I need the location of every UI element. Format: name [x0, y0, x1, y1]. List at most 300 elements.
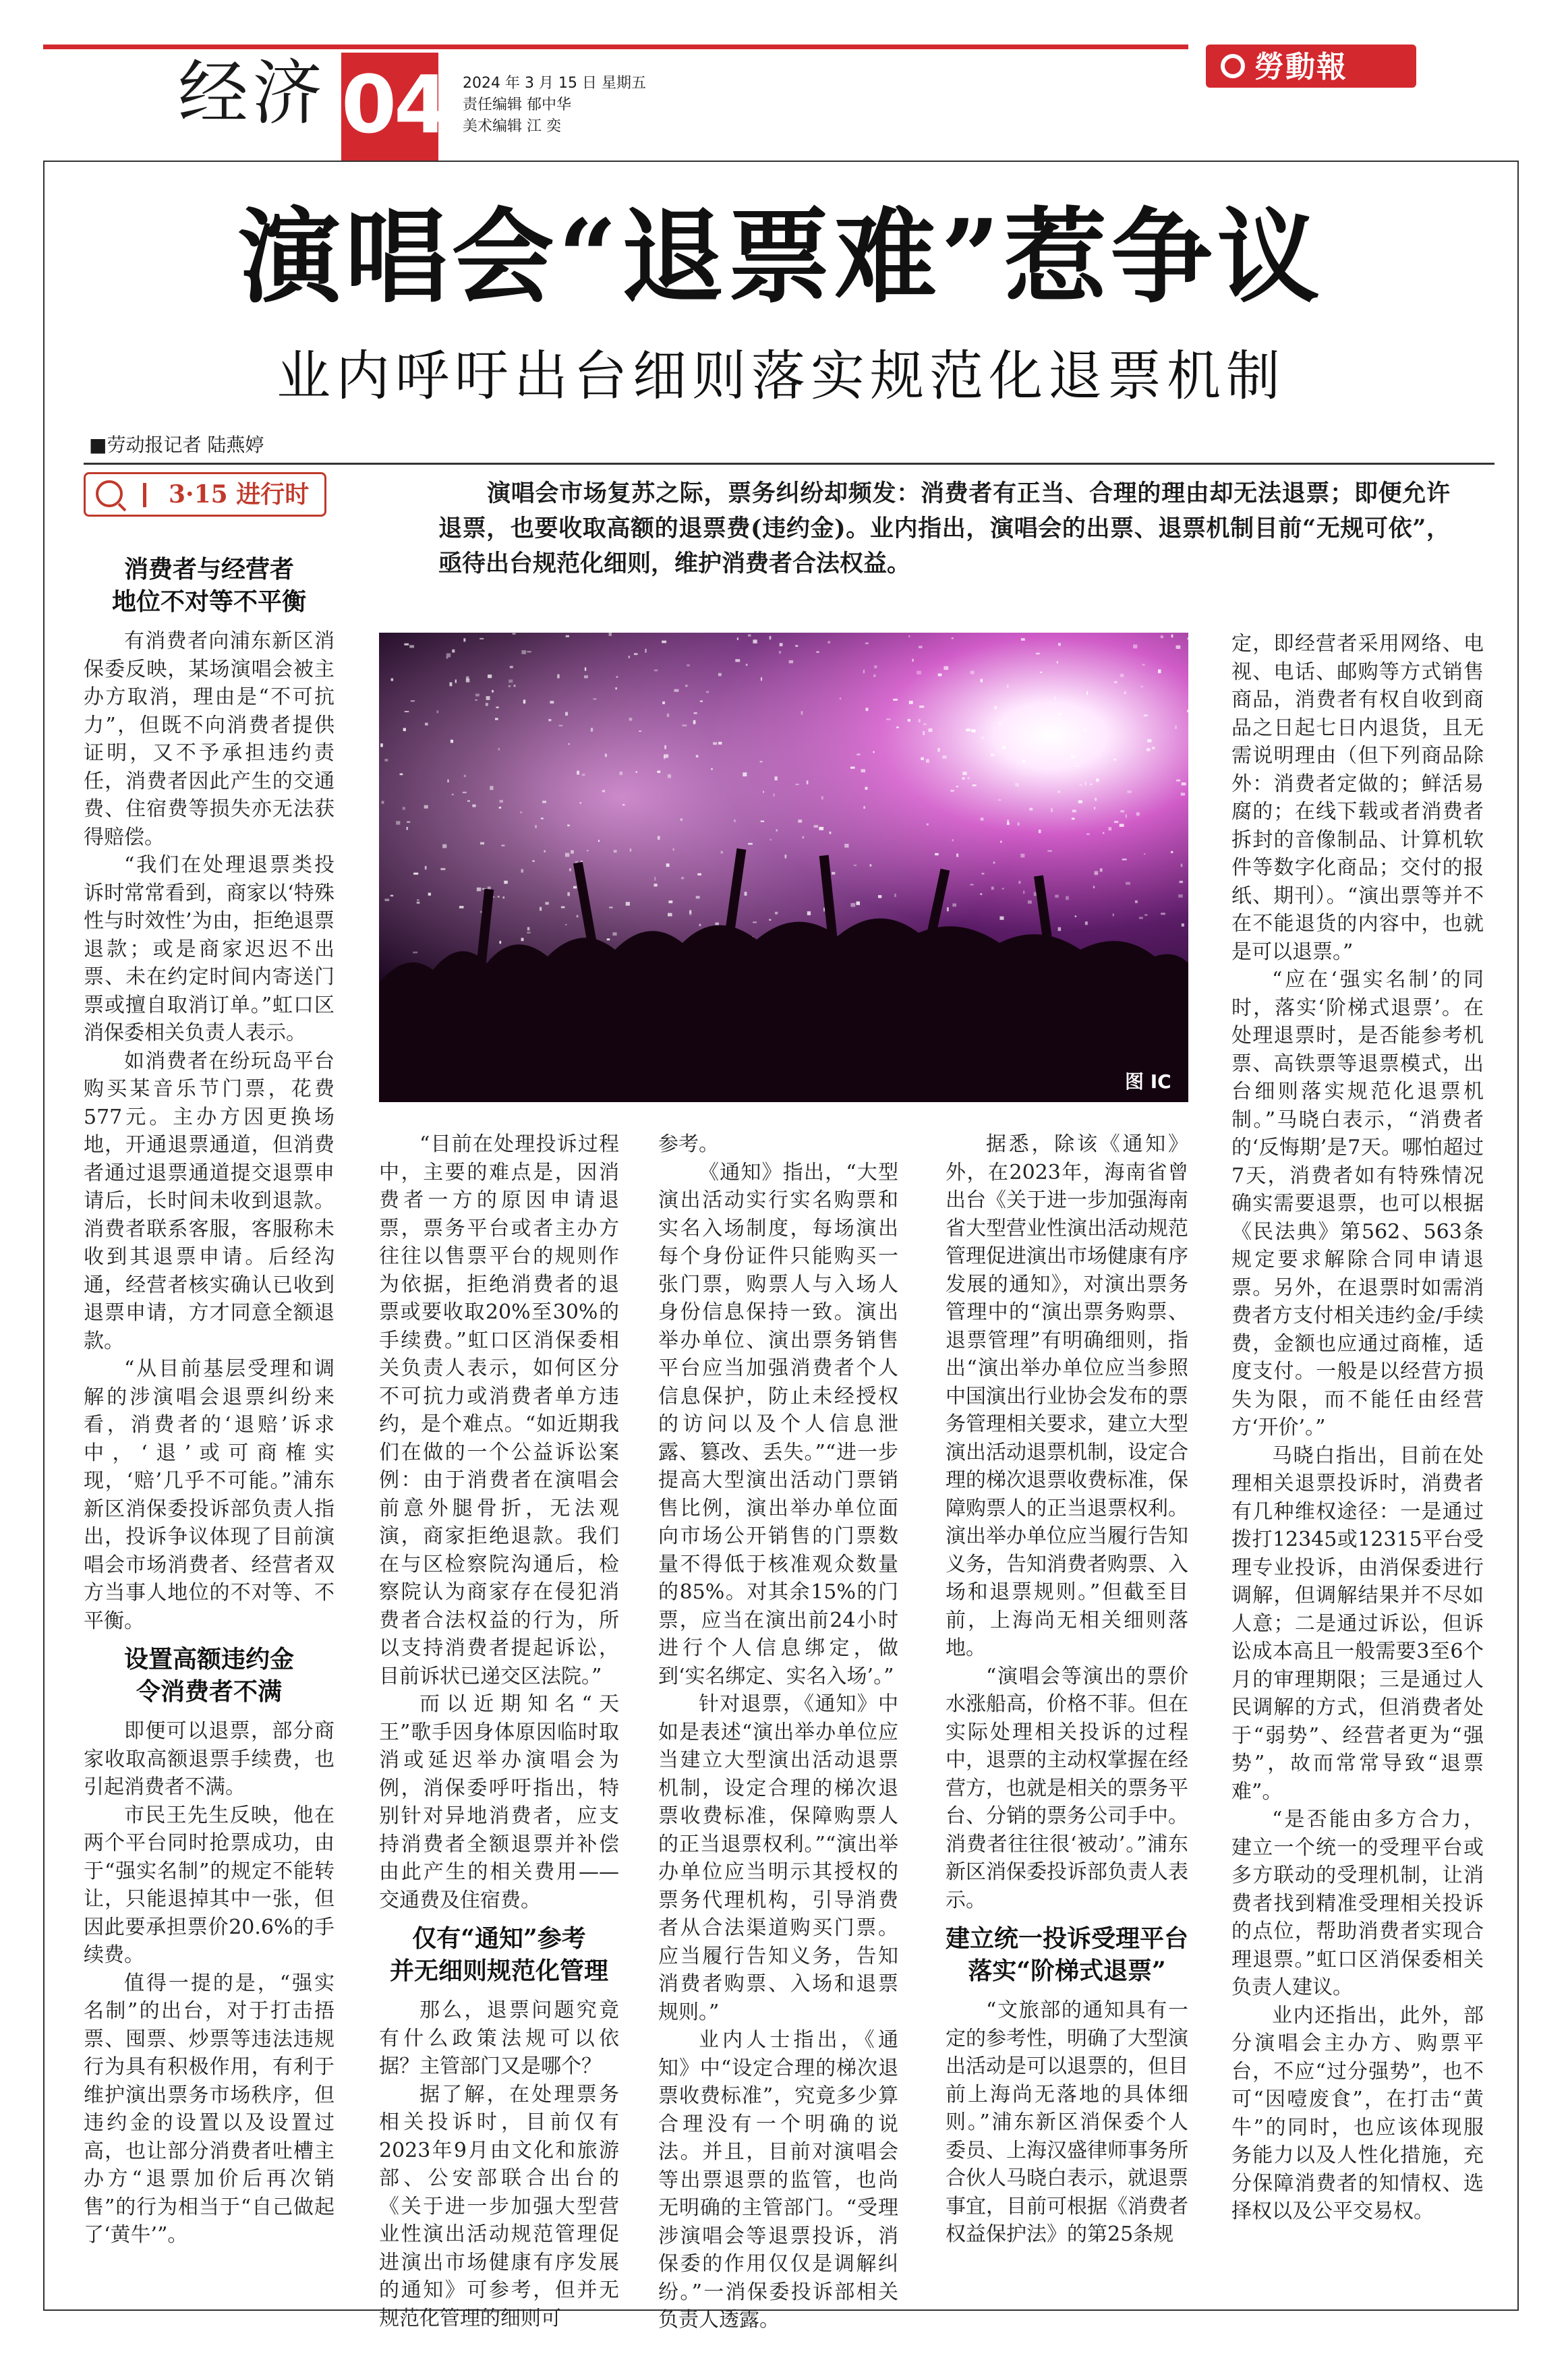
- confetti-piece: [567, 825, 570, 827]
- confetti-piece: [550, 701, 554, 703]
- confetti-piece: [682, 724, 687, 726]
- confetti-piece: [411, 700, 415, 701]
- confetti-piece: [685, 685, 688, 687]
- confetti-piece: [446, 654, 451, 658]
- confetti-piece: [1015, 783, 1019, 786]
- confetti-piece: [687, 664, 690, 666]
- confetti-piece: [753, 921, 757, 923]
- confetti-piece: [819, 827, 823, 830]
- confetti-piece: [1135, 900, 1138, 903]
- confetti-piece: [1124, 691, 1126, 694]
- confetti-piece: [480, 638, 484, 639]
- confetti-piece: [561, 907, 565, 909]
- confetti-piece: [970, 670, 975, 674]
- confetti-piece: [503, 896, 505, 898]
- confetti-piece: [1171, 851, 1173, 853]
- confetti-piece: [615, 687, 617, 689]
- confetti-piece: [1062, 730, 1064, 732]
- confetti-piece: [942, 755, 946, 759]
- confetti-piece: [1109, 827, 1112, 830]
- confetti-piece: [1146, 748, 1151, 751]
- confetti-piece: [598, 840, 600, 842]
- confetti-piece: [523, 699, 525, 703]
- confetti-piece: [734, 820, 736, 822]
- confetti-piece: [999, 917, 1004, 920]
- confetti-piece: [577, 915, 579, 917]
- confetti-piece: [658, 836, 660, 840]
- confetti-piece: [385, 898, 390, 901]
- confetti-piece: [1175, 726, 1176, 729]
- confetti-piece: [909, 701, 913, 704]
- confetti-piece: [878, 895, 881, 898]
- confetti-piece: [999, 722, 1003, 725]
- confetti-piece: [541, 817, 544, 819]
- confetti-piece: [789, 660, 793, 663]
- confetti-piece: [452, 650, 455, 653]
- confetti-piece: [668, 913, 672, 917]
- confetti-piece: [716, 923, 720, 925]
- confetti-piece: [404, 643, 409, 645]
- confetti-piece: [488, 674, 492, 678]
- confetti-piece: [639, 730, 641, 732]
- confetti-piece: [510, 666, 513, 668]
- confetti-piece: [546, 902, 549, 904]
- confetti-piece: [475, 699, 477, 701]
- confetti-piece: [667, 714, 670, 717]
- confetti-piece: [745, 892, 747, 896]
- confetti-piece: [571, 851, 574, 854]
- confetti-piece: [1072, 810, 1076, 813]
- confetti-piece: [486, 703, 488, 706]
- confetti-piece: [1095, 798, 1097, 801]
- subhead-4: 建立统一投诉受理平台 落实“阶梯式退票”: [946, 1924, 1189, 1985]
- confetti-piece: [1113, 759, 1116, 760]
- confetti-piece: [1133, 645, 1137, 649]
- confetti-piece: [1029, 808, 1033, 811]
- confetti-piece: [856, 902, 861, 905]
- paragraph: 业内还指出，此外，部分演唱会主办方、购票平台，不应“过分强势”，也不可“因噎废食”，在打击“黄牛”的同时，也应该体现服务能力以及人性化措施，充分保障消费者的知情权、选择权以及公平交易权。: [1231, 2003, 1484, 2223]
- search-icon: [96, 480, 123, 507]
- confetti-piece: [937, 748, 940, 752]
- confetti-piece: [440, 868, 445, 870]
- confetti-piece: [1085, 782, 1086, 785]
- confetti-piece: [993, 862, 995, 864]
- confetti-piece: [1072, 735, 1074, 739]
- confetti-piece: [832, 872, 835, 875]
- confetti-piece: [1086, 691, 1088, 695]
- confetti-piece: [952, 903, 956, 907]
- confetti-piece: [919, 646, 923, 649]
- confetti-piece: [602, 790, 606, 792]
- confetti-piece: [1071, 755, 1076, 759]
- confetti-piece: [495, 718, 498, 720]
- confetti-piece: [886, 718, 890, 720]
- confetti-piece: [952, 637, 954, 639]
- confetti-piece: [1096, 778, 1099, 782]
- confetti-piece: [1024, 734, 1026, 735]
- confetti-piece: [998, 799, 1001, 801]
- confetti-piece: [1086, 834, 1090, 835]
- subhead-2: 设置高额违约金 令消费者不满: [123, 1645, 294, 1706]
- confetti-piece: [664, 745, 666, 749]
- byline: ■劳动报记者 陆燕婷: [89, 434, 264, 456]
- confetti-piece: [654, 877, 656, 881]
- confetti-piece: [694, 712, 697, 714]
- confetti-piece: [407, 822, 410, 823]
- confetti-piece: [801, 711, 803, 715]
- confetti-piece: [760, 761, 763, 763]
- confetti-piece: [921, 757, 924, 760]
- confetti-piece: [413, 873, 418, 875]
- paragraph: 据了解，在处理票务相关投诉时，目前仅有2023年9月由文化和旅游部、公安部联合出台的《关于进一步加强大型营业性演出活动规范管理促进演出市场健康有序发展的通知》可参考，但并无规范化管理的细则可: [379, 2082, 619, 2330]
- confetti-piece: [748, 843, 753, 845]
- confetti-piece: [492, 690, 494, 693]
- paragraph: 马晓白指出，目前在处理相关退票投诉时，消费者有几种维权途径：一是通过拨打12345或12315平台受理专业投诉，由消保委进行调解，但调解结果并不尽如人意；二是通过诉讼，但诉讼成本高且一般需要3至6个月的审理期限；三是通过人民调解的方式，但消费者处于“弱势”、经营者更为“强势”，故而常常导致“退票难”。: [1231, 1443, 1484, 1804]
- confetti-piece: [938, 674, 942, 677]
- confetti-piece: [400, 774, 403, 776]
- confetti-piece: [982, 873, 985, 875]
- confetti-piece: [612, 932, 616, 936]
- paragraph: 即便可以退票，部分商家收取高额退票手续费，也引起消费者不满。: [84, 1719, 335, 1799]
- confetti-piece: [1161, 913, 1165, 915]
- section-name: 经济: [178, 52, 327, 134]
- confetti-piece: [520, 811, 522, 813]
- confetti-piece: [540, 907, 542, 911]
- confetti-piece: [950, 790, 954, 792]
- confetti-piece: [521, 869, 524, 873]
- confetti-piece: [1021, 638, 1025, 641]
- confetti-piece: [807, 911, 811, 915]
- confetti-piece: [630, 849, 631, 852]
- page-number: 04: [341, 58, 447, 151]
- confetti-piece: [1018, 822, 1020, 826]
- confetti-piece: [874, 666, 877, 668]
- confetti-piece: [672, 849, 674, 851]
- confetti-piece: [607, 938, 610, 940]
- confetti-piece: [406, 827, 408, 830]
- confetti-piece: [706, 691, 709, 693]
- confetti-piece: [409, 645, 414, 648]
- confetti-piece: [850, 767, 855, 769]
- confetti-piece: [769, 919, 771, 921]
- confetti-piece: [490, 786, 493, 790]
- confetti-piece: [450, 683, 453, 687]
- confetti-piece: [521, 938, 524, 942]
- confetti-piece: [382, 801, 384, 803]
- confetti-piece: [943, 666, 948, 670]
- confetti-piece: [391, 679, 394, 681]
- confetti-piece: [770, 636, 772, 639]
- confetti-piece: [1057, 661, 1058, 663]
- confetti-piece: [451, 740, 453, 743]
- confetti-piece: [1002, 746, 1006, 749]
- confetti-piece: [498, 896, 500, 897]
- confetti-piece: [513, 633, 516, 635]
- confetti-piece: [746, 664, 748, 666]
- confetti-piece: [697, 873, 701, 875]
- confetti-piece: [1036, 653, 1040, 655]
- confetti-piece: [559, 725, 563, 726]
- confetti-piece: [1120, 824, 1124, 827]
- paper-logo-icon: [1221, 54, 1245, 78]
- confetti-piece: [459, 906, 464, 909]
- confetti-piece: [580, 802, 581, 804]
- confetti-piece: [1103, 832, 1104, 834]
- confetti-piece: [1018, 881, 1020, 884]
- confetti-piece: [396, 821, 400, 824]
- confetti-piece: [919, 719, 921, 722]
- confetti-piece: [844, 844, 848, 848]
- confetti-piece: [569, 868, 571, 871]
- paragraph: 针对退票，《通知》中如是表述“演出举办单位应当建立大型演出活动退票机制，设定合理的梯次退票收费标准，保障购票人的正当退票权利。”“演出举办单位应当明示其授权的票务代理机构，引导消费者从合法渠道购买门票。应当履行告知义务，告知消费者购票、入场和退票规则。”: [658, 1692, 898, 2024]
- column-1: [84, 545, 335, 2249]
- confetti-piece: [828, 641, 831, 643]
- headline: 演唱会“退票难”惹争议: [238, 196, 1324, 317]
- confetti-piece: [1047, 851, 1052, 852]
- confetti-piece: [923, 731, 925, 735]
- confetti-piece: [761, 677, 762, 681]
- confetti-piece: [854, 865, 857, 866]
- confetti-piece: [567, 892, 570, 896]
- confetti-piece: [1051, 808, 1053, 812]
- confetti-piece: [1007, 685, 1009, 688]
- confetti-piece: [748, 635, 751, 637]
- confetti-piece: [436, 710, 438, 713]
- confetti-piece: [991, 887, 994, 890]
- confetti-piece: [865, 643, 869, 645]
- confetti-piece: [566, 635, 569, 637]
- confetti-piece: [1142, 664, 1145, 666]
- confetti-piece: [919, 706, 924, 708]
- confetti-piece: [693, 720, 696, 724]
- confetti-piece: [1054, 696, 1056, 699]
- confetti-piece: [1180, 881, 1183, 883]
- confetti-piece: [780, 643, 783, 646]
- confetti-piece: [1058, 927, 1062, 931]
- confetti-piece: [664, 754, 668, 757]
- confetti-piece: [711, 768, 713, 770]
- confetti-piece: [568, 743, 570, 745]
- confetti-piece: [856, 753, 860, 755]
- paragraph: 参考。: [658, 1132, 719, 1156]
- paragraph: “文旅部的通知具有一定的参考性，明确了大型演出活动是可以退票的，但目前上海尚无落地的具体细则。”浦东新区消保委个人委员、上海汉盛律师事务所合伙人马晓白表示，就退票事宜，目前可根据《消费者权益保护法》的第25条规: [946, 1999, 1188, 2246]
- confetti-piece: [557, 674, 559, 679]
- subhead-1: 消费者与经营者 地位不对等不平衡: [111, 555, 306, 616]
- confetti-piece: [1181, 864, 1183, 867]
- confetti-piece: [544, 851, 546, 853]
- confetti-piece: [696, 755, 699, 757]
- confetti-piece: [896, 726, 899, 728]
- confetti-piece: [500, 800, 503, 803]
- paragraph: 业内人士指出，《通知》中“设定合理的梯次退票收费标准”，究竟多少算合理没有一个明确的说法。并且，目前对演唱会等出票退票的监管，也尚无明确的主管部门。“受理涉演唱会等退票投诉，消保委的作用仅仅是调解纠纷。”一消保委投诉部相关负责人透露。: [658, 2028, 898, 2332]
- confetti-piece: [428, 893, 431, 896]
- confetti-piece: [873, 751, 875, 753]
- confetti-piece: [573, 886, 577, 889]
- confetti-piece: [680, 818, 683, 821]
- paragraph: 据悉，除该《通知》外，在2023年，海南省曾出台《关于进一步加强海南省大型营业性演出活动规范管理促进演出市场健康有序发展的通知》，对演出票务管理中的“演出票务购票、退票管理”有明确细则，指出“演出举办单位应当参照中国演出行业协会发布的票务管理相关要求，建立大型演出活动退票机制，设定合理的梯次退票收费标准，保障购票人的正当退票权利。演出举办单位应当履行告知义务，告知消费者购票、入场和退票规则。”但截至目前，上海尚无相关细则落地。: [946, 1132, 1188, 1660]
- confetti-piece: [1144, 853, 1145, 855]
- confetti-piece: [774, 793, 775, 797]
- confetti-piece: [696, 896, 700, 898]
- paragraph: 那么，退票问题究竟有什么政策法规可以依据？主管部门又是哪个？: [379, 1999, 619, 2078]
- confetti-piece: [761, 821, 764, 822]
- confetti-piece: [654, 884, 658, 886]
- confetti-piece: [861, 769, 866, 772]
- confetti-piece: [1182, 923, 1184, 927]
- issue-editor: 责任编辑 郁中华: [463, 96, 571, 113]
- confetti-piece: [981, 737, 984, 739]
- confetti-piece: [1039, 830, 1041, 833]
- confetti-piece: [1091, 784, 1092, 785]
- confetti-piece: [956, 786, 958, 787]
- confetti-piece: [591, 728, 593, 732]
- confetti-piece: [480, 842, 484, 845]
- confetti-piece: [956, 853, 958, 857]
- confetti-piece: [463, 792, 467, 793]
- confetti-piece: [735, 659, 740, 662]
- confetti-piece: [548, 719, 551, 721]
- confetti-piece: [380, 743, 383, 747]
- paragraph: “从目前基层受理和调解的涉演唱会退票纠纷来看，消费者的‘退赔’诉求中，‘退’或可商榷实现，‘赔’几乎不可能。”浦东新区消保委投诉部负责人指出，投诉争议体现了目前演唱会市场消费者、经营者双方当事人地位的不对等、不平衡。: [84, 1357, 335, 1633]
- confetti-piece: [873, 674, 875, 677]
- confetti-piece: [593, 698, 596, 699]
- confetti-piece: [1114, 821, 1118, 823]
- confetti-piece: [620, 772, 622, 775]
- confetti-piece: [926, 759, 929, 762]
- confetti-piece: [865, 787, 868, 790]
- confetti-piece: [850, 903, 855, 907]
- confetti-piece: [1113, 913, 1114, 916]
- paragraph: “应在‘强实名制’的同时，落实‘阶梯式退票’。在处理退票时，是否能参考机票、高铁票等退票模式，出台细则落实规范化退票机制。”马晓白表示，“消费者的‘反悔期’是7天。哪怕超过7天，消费者如有特殊情况确实需要退票，也可以根据《民法典》第562、563条规定要求解除合同申请退票。另外，在退票时如需消费者方支付相关违约金/手续费，金额也应通过商榷，适度支付。一般是以经营方损失为限，而不能任由经营方‘开价’。”: [1231, 968, 1484, 1439]
- confetti-piece: [1128, 791, 1132, 793]
- confetti-piece: [700, 701, 703, 702]
- confetti-piece: [1176, 645, 1181, 649]
- confetti-piece: [830, 832, 832, 834]
- issue-art-editor: 美术编辑 江 奕: [463, 118, 561, 135]
- confetti-piece: [1007, 820, 1009, 822]
- confetti-piece: [863, 806, 865, 809]
- confetti-piece: [870, 864, 872, 866]
- confetti-piece: [1028, 900, 1032, 904]
- confetti-piece: [565, 853, 569, 857]
- subhead-3: 仅有“通知”参考 并无细则规范化管理: [389, 1924, 608, 1985]
- confetti-piece: [532, 860, 534, 861]
- confetti-piece: [770, 839, 772, 840]
- confetti-piece: [971, 729, 976, 732]
- confetti-piece: [962, 772, 966, 775]
- confetti-piece: [681, 877, 684, 879]
- confetti-piece: [417, 902, 420, 904]
- confetti-piece: [1093, 886, 1095, 888]
- column-tag-label: 3·15 进行时: [169, 480, 310, 509]
- confetti-piece: [413, 952, 417, 954]
- confetti-piece: [384, 759, 388, 762]
- confetti-piece: [1182, 782, 1186, 785]
- confetti-piece: [763, 791, 764, 793]
- confetti-piece: [463, 638, 465, 641]
- confetti-piece: [500, 941, 502, 944]
- confetti-piece: [908, 719, 910, 722]
- paragraph: 如消费者在纷玩岛平台购买某音乐节门票，花费577元。主办方因更换场地，开通退票通道，但消费者通过退票通道提交退票申请后，长时间未收到退款。消费者联系客服，客服称未收到其退票申请。后经沟通，经营者核实确认已收到退票申请，方才同意全额退款。: [84, 1049, 335, 1353]
- issue-meta: [463, 73, 646, 138]
- confetti-piece: [452, 794, 454, 795]
- photo-credit: 图 IC: [1125, 1070, 1171, 1093]
- confetti-piece: [1126, 814, 1127, 817]
- confetti-piece: [972, 784, 977, 786]
- confetti-piece: [405, 711, 409, 712]
- confetti-piece: [1007, 822, 1010, 825]
- confetti-piece: [527, 651, 531, 653]
- confetti-piece: [970, 884, 973, 886]
- confetti-piece: [657, 771, 660, 773]
- confetti-piece: [1120, 810, 1124, 812]
- confetti-piece: [796, 784, 799, 785]
- confetti-piece: [1095, 871, 1099, 875]
- confetti-piece: [504, 881, 508, 884]
- confetti-piece: [535, 825, 536, 828]
- confetti-piece: [1022, 760, 1026, 763]
- confetti-piece: [614, 850, 617, 853]
- confetti-piece: [466, 677, 469, 680]
- confetti-piece: [981, 817, 984, 820]
- confetti-piece: [425, 866, 427, 869]
- confetti-piece: [1161, 635, 1163, 638]
- confetti-piece: [689, 911, 691, 915]
- confetti-piece: [947, 907, 949, 911]
- confetti-piece: [645, 649, 646, 653]
- confetti-piece: [991, 753, 994, 756]
- paragraph: 市民王先生反映，他在两个平台同时抢票成功，由于“强实名制”的规定不能转让，只能退掉其中一张，但因此要承担票价20.6%的手续费。: [84, 1803, 335, 1967]
- confetti-piece: [840, 697, 841, 699]
- confetti-piece: [629, 656, 630, 658]
- confetti-piece: [1126, 882, 1130, 885]
- paragraph: “演唱会等演出的票价水涨船高，价格不菲。但在实际处理相关投诉的过程中，退票的主动权掌握在经营方，也就是相关的票务平台、分销的票务公司手中。消费者往往很‘被动’。”浦东新区消保委投诉部负责人表示。: [946, 1664, 1188, 1912]
- confetti-piece: [636, 772, 638, 773]
- confetti-piece: [1114, 681, 1117, 683]
- confetti-piece: [821, 796, 823, 799]
- confetti-piece: [626, 902, 630, 906]
- confetti-piece: [477, 888, 482, 892]
- confetti-piece: [816, 651, 819, 653]
- confetti-piece: [1187, 637, 1188, 639]
- byline-rule: [84, 463, 1494, 465]
- confetti-piece: [1178, 894, 1183, 898]
- confetti-piece: [737, 637, 738, 640]
- confetti-piece: [584, 675, 588, 678]
- confetti-piece: [863, 670, 865, 673]
- confetti-piece: [1002, 888, 1004, 890]
- confetti-piece: [1075, 916, 1076, 917]
- confetti-piece: [1122, 859, 1127, 861]
- confetti-piece: [509, 685, 511, 687]
- confetti-piece: [1000, 841, 1002, 843]
- confetti-piece: [498, 748, 500, 750]
- confetti-piece: [609, 907, 612, 908]
- column-4: [946, 1130, 1188, 2249]
- confetti-piece: [622, 804, 625, 805]
- confetti-piece: [1100, 868, 1103, 871]
- confetti-piece: [952, 839, 954, 841]
- confetti-piece: [753, 639, 757, 643]
- confetti-piece: [795, 645, 798, 647]
- confetti-piece: [713, 742, 717, 745]
- confetti-piece: [776, 830, 778, 832]
- confetti-piece: [609, 633, 612, 636]
- confetti-piece: [666, 863, 670, 867]
- concert-photo: [379, 633, 1188, 1102]
- confetti-piece: [455, 680, 457, 683]
- confetti-piece: [807, 780, 809, 784]
